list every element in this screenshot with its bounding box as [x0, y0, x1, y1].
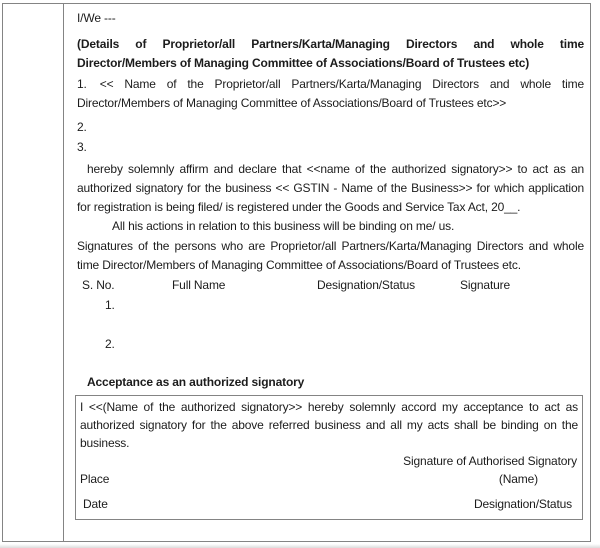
list-item-1-text: << Name of the Proprietor/all Partners/Karta/Managing Directors and whole time Director/Members of Managing Committee of Associations/Board of Trustees etc>>: [77, 77, 584, 110]
header-signature: Signature: [460, 278, 511, 292]
signature-table-header: [77, 276, 584, 295]
acceptance-box: [75, 395, 583, 520]
header-designation-status: Designation/Status: [317, 278, 416, 292]
acceptance-heading: Acceptance as an authorized signatory: [87, 375, 305, 389]
place-label: Place: [80, 472, 110, 486]
left-margin-cell: [3, 4, 64, 541]
intro-line: I/We ---: [77, 11, 116, 25]
declaration-form-table: [2, 3, 591, 542]
binding-note: All his actions in relation to this business will be binding on me/ us.: [112, 219, 455, 233]
list-item-1: [77, 75, 584, 113]
signature-table-row-2: 2.: [105, 337, 115, 351]
form-content-cell: [64, 4, 590, 541]
header-full-name: Full Name: [172, 278, 226, 292]
header-serial-number: S. No.: [82, 278, 115, 292]
date-designation-row: [80, 495, 578, 513]
signature-table-row-1: 1.: [105, 298, 115, 312]
signatures-intro: Signatures of the persons who are Proprietor/all Partners/Karta/Managing Directors and whole time Director/Members of Managing Committee of Associations/Board of Trustees etc.: [77, 239, 584, 272]
list-item-2: 2.: [77, 120, 87, 134]
place-name-row: [80, 470, 578, 488]
designation-status-label: Designation/Status: [473, 497, 572, 511]
affirmation-paragraph: hereby solemnly affirm and declare that <<name of the authorized signatory>> to act as an authorized signatory for the business << GSTIN - Name of the Business>> for which application for registration is being filed/ is registered under the Goods and Service Tax Act, 20__.: [77, 162, 584, 214]
details-heading: (Details of Proprietor/all Partners/Karta/Managing Directors and whole time Director/Members of Managing Committee of Associations/Board of Trustees etc): [77, 37, 584, 70]
date-label: Date: [83, 497, 108, 511]
authorised-signatory-label: Signature of Authorised Signatory: [403, 454, 577, 468]
list-item-3: 3.: [77, 140, 87, 154]
name-label: (Name): [498, 472, 538, 486]
acceptance-body: I <<(Name of the authorized signatory>> hereby solemnly accord my acceptance to act as authorized signatory for the above referred business and all my acts shall be binding on the business.: [80, 400, 578, 450]
list-item-1-number: 1.: [77, 77, 87, 91]
